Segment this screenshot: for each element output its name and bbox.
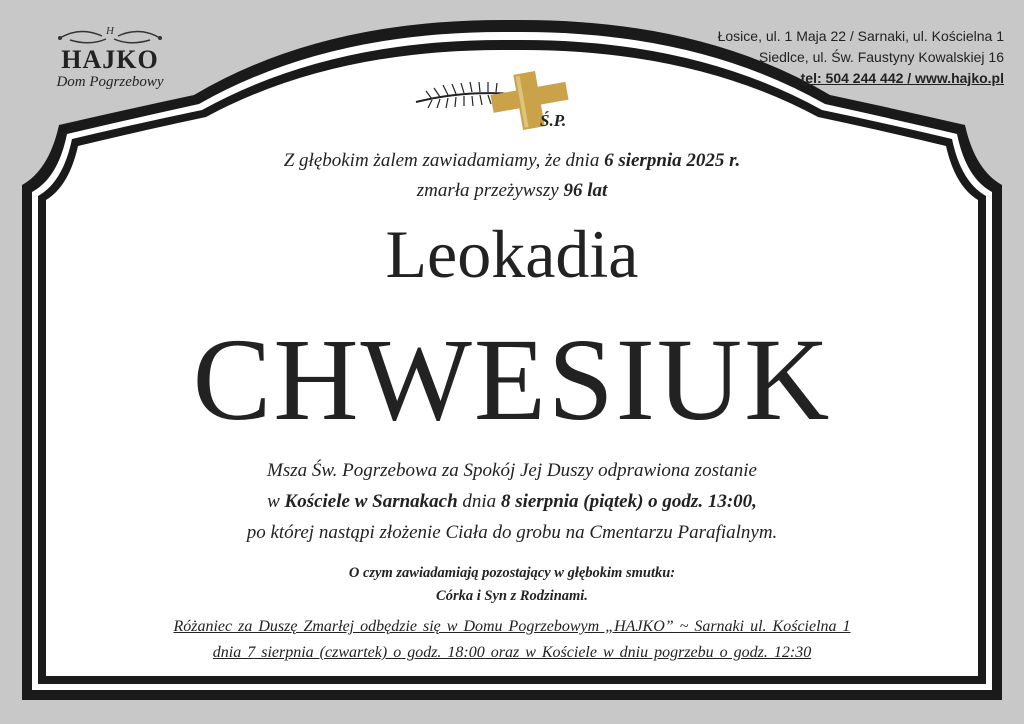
- intro-line-2: zmarła przeżywszy 96 lat: [416, 180, 608, 201]
- rosary-line-1: Różaniec za Duszę Zmarłej odbędzie się w Domu Pogrzebowym „HAJKO” ~ Sarnaki ul. Kościelna 1: [173, 618, 851, 635]
- mass-line-1: Msza Św. Pogrzebowa za Spokój Jej Duszy odprawiona zostanie: [267, 460, 757, 481]
- contact-info: [718, 26, 1004, 89]
- brand-name: HAJKO: [61, 45, 159, 74]
- contact-address-2: Siedlce, ul. Św. Faustyny Kowalskiej 16: [758, 49, 1004, 65]
- deceased-first-name: Leokadia: [385, 216, 639, 292]
- mourners-line-1: O czym zawiadamiają pozostający w głębokim smutku:: [348, 565, 676, 581]
- deceased-last-name: CHWESIUK: [192, 314, 832, 445]
- monogram: H: [106, 25, 114, 37]
- funeral-date: 8 sierpnia (piątek) o godz. 13:00,: [500, 491, 757, 512]
- mourners-line-2: Córka i Syn z Rodzinami.: [436, 588, 588, 604]
- intro-line-1: Z głębokim żalem zawiadamiamy, że dnia 6 sierpnia 2025 r.: [283, 150, 741, 171]
- death-date: 6 sierpnia 2025 r.: [604, 150, 741, 171]
- rosary-line-2: dnia 7 sierpnia (czwartek) o godz. 18:00 oraz w Kościele w dniu pogrzebu o godz. 12:30: [212, 644, 812, 661]
- mass-line-2: w Kościele w Sarnakach dnia 8 sierpnia (piątek) o godz. 13:00,: [267, 491, 757, 512]
- age: 96 lat: [563, 180, 608, 201]
- rosary-info: [60, 614, 964, 666]
- brand-tagline: Dom Pogrzebowy: [56, 74, 164, 90]
- sp-caption: Ś.P.: [540, 111, 567, 130]
- contact-phone-web[interactable]: tel: 504 244 442 / www.hajko.pl: [800, 70, 1004, 86]
- church-name: Kościele w Sarnakach: [284, 491, 458, 512]
- announcement-intro: [60, 146, 964, 206]
- mourners-info: [60, 562, 964, 608]
- funeral-home-logo: [30, 22, 190, 90]
- mass-line-3: po której nastąpi złożenie Ciała do grobu na Cmentarzu Parafialnym.: [246, 522, 778, 543]
- contact-address-1: Łosice, ul. 1 Maja 22 / Sarnaki, ul. Kościelna 1: [717, 28, 1004, 44]
- funeral-mass-info: [60, 455, 964, 548]
